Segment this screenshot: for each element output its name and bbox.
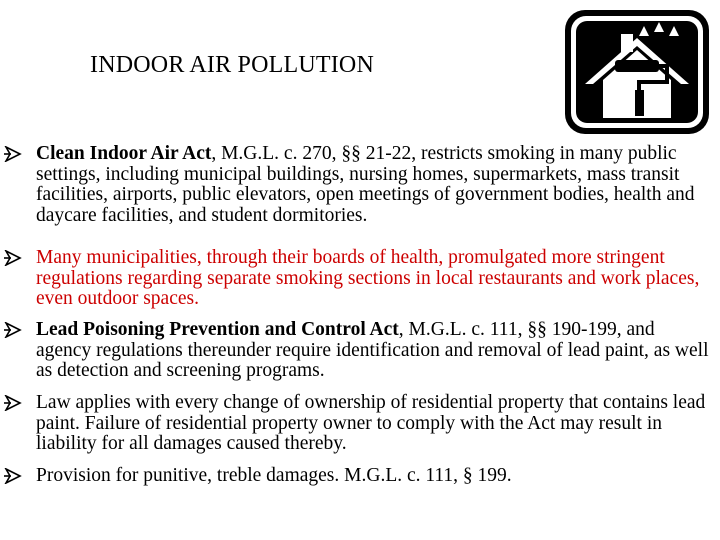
arrow-bullet-icon — [4, 322, 22, 338]
bullet-text: Law applies with every change of ownership of residential property that contains lead paint. Failure of residential property owner to comply with the Act may result in liability for all damages caused thereby. — [36, 392, 706, 454]
slide-title: INDOOR AIR POLLUTION — [90, 52, 374, 78]
bullet-text-highlight: Many municipalities, through their boards of health, promulgated more stringent regulations regarding separate smoking sections in local restaurants and work places, even outdoor spaces. — [36, 247, 700, 309]
bullet-text: Clean Indoor Air Act, M.G.L. c. 270, §§ 21-22, restricts smoking in many public settings, including municipal buildings, nursing homes, supermarkets, mass transit facilities, airports, public elevators, open meetings of government bodies, health and daycare facilities, and student dormitories. — [36, 143, 695, 226]
bullet-text: Provision for punitive, treble damages. M.G.L. c. 111, § 199. — [36, 465, 512, 486]
arrow-bullet-icon — [4, 468, 22, 484]
arrow-bullet-icon — [4, 395, 22, 411]
arrow-bullet-icon — [4, 146, 22, 162]
indoor-air-pollution-house-icon — [563, 8, 711, 136]
bullet-text: Lead Poisoning Prevention and Control Act, M.G.L. c. 111, §§ 190-199, and agency regulations thereunder require identification and removal of lead paint, as well as detection and screening programs. — [36, 319, 709, 381]
arrow-bullet-icon — [4, 250, 22, 266]
